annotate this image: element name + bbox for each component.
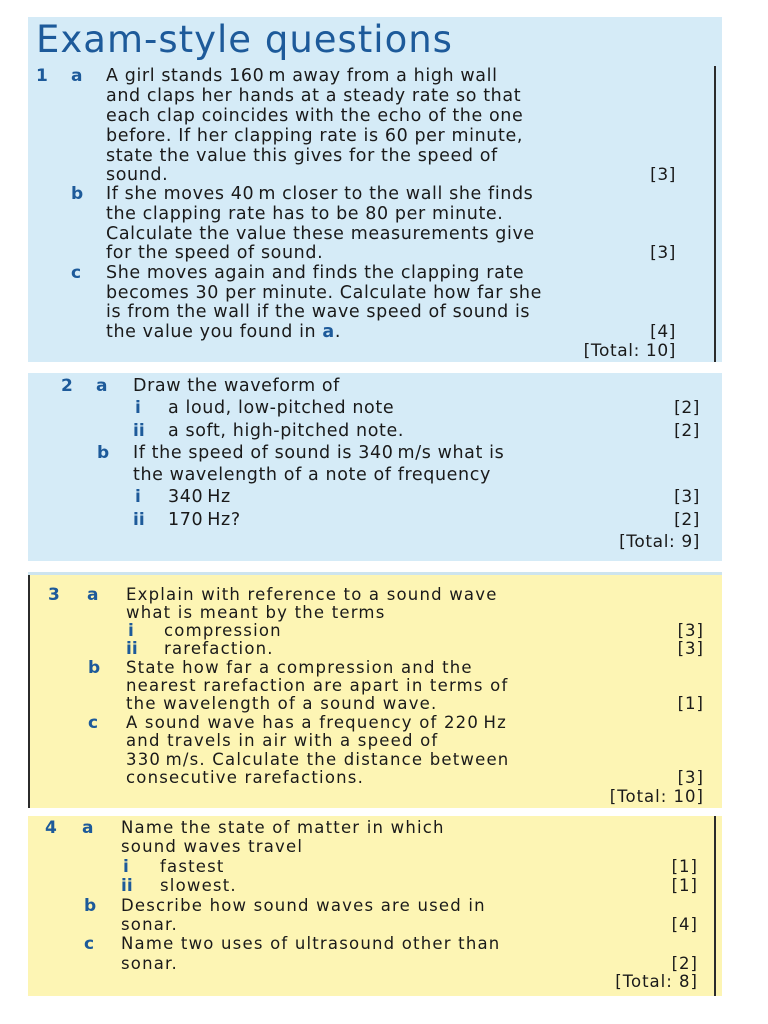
sub-part-label: ii	[133, 510, 145, 530]
sub-part-label: ii	[133, 421, 145, 441]
part-label: a	[87, 585, 99, 605]
question-line	[106, 322, 341, 342]
marks: [3]	[677, 621, 704, 640]
question-line: compression	[164, 621, 282, 640]
question-number: 2	[61, 376, 73, 396]
question-line: nearest rarefaction are apart in terms of	[126, 676, 509, 695]
total-marks: [Total: 10]	[583, 341, 676, 361]
part-label: a	[82, 818, 94, 838]
question-line: is from the wall if the wave speed of sound is	[106, 302, 531, 322]
part-label: c	[71, 263, 82, 283]
question-line: State how far a compression and the	[126, 658, 473, 677]
total-marks: [Total: 8]	[615, 972, 698, 991]
question-line: rarefaction.	[164, 639, 274, 658]
marks: [1]	[671, 876, 698, 895]
question-line: Name two uses of ultrasound other than	[121, 934, 501, 953]
part-label: b	[84, 896, 97, 916]
line-end: .	[334, 322, 342, 342]
question-line: what is meant by the terms	[126, 603, 386, 622]
question-line: sonar.	[121, 915, 178, 934]
marks: [4]	[671, 915, 698, 934]
part-label: b	[97, 443, 110, 463]
page-title: Exam-style questions	[36, 18, 453, 61]
question-number: 4	[45, 818, 57, 838]
question-line: sound.	[106, 165, 169, 185]
marks: [2]	[674, 421, 700, 441]
question-line: Calculate the value these measurements give	[106, 224, 535, 244]
sub-part-label: ii	[121, 876, 133, 896]
question-4-margin-rule	[714, 816, 716, 996]
question-line: A sound wave has a frequency of 220 Hz	[126, 713, 507, 732]
question-line: a soft, high-pitched note.	[168, 421, 404, 441]
question-line: Explain with reference to a sound wave	[126, 585, 498, 604]
marks: [1]	[671, 857, 698, 876]
marks: [1]	[677, 694, 704, 713]
part-label: b	[88, 658, 101, 678]
part-label: a	[96, 376, 108, 396]
marks: [2]	[671, 954, 698, 973]
question-line: becomes 30 per minute. Calculate how far she	[106, 283, 542, 303]
sub-part-label: i	[128, 621, 134, 641]
question-line: 330 m/s. Calculate the distance between	[126, 750, 510, 769]
question-line: sonar.	[121, 954, 178, 973]
marks: [2]	[674, 510, 700, 530]
sub-part-label: ii	[126, 639, 138, 659]
question-line: each clap coincides with the echo of the one	[106, 106, 524, 126]
question-line: slowest.	[160, 876, 237, 895]
total-marks: [Total: 10]	[609, 787, 704, 806]
question-line: She moves again and finds the clapping rate	[106, 263, 525, 283]
marks: [3]	[677, 768, 704, 787]
question-line: 340 Hz	[168, 487, 231, 507]
sub-part-label: i	[135, 487, 141, 507]
question-line: for the speed of sound.	[106, 243, 324, 263]
question-number: 3	[48, 585, 60, 605]
question-line: Describe how sound waves are used in	[121, 896, 486, 915]
question-line: consecutive rarefactions.	[126, 768, 365, 787]
question-3-margin-rule	[28, 575, 30, 808]
question-number: 1	[36, 66, 48, 86]
question-line: fastest	[160, 857, 225, 876]
marks: [2]	[674, 398, 700, 418]
question-1-margin-rule	[714, 66, 716, 362]
part-label: c	[84, 934, 95, 954]
marks: [3]	[677, 639, 704, 658]
question-line: Name the state of matter in which	[121, 818, 445, 837]
question-line: a loud, low-pitched note	[168, 398, 395, 418]
sub-part-label: i	[123, 857, 129, 877]
marks: [3]	[650, 243, 676, 263]
marks: [4]	[650, 322, 676, 342]
question-line: state the value this gives for the speed of	[106, 146, 498, 166]
question-line: sound waves travel	[121, 837, 304, 856]
question-line: 170 Hz?	[168, 510, 241, 530]
question-line: A girl stands 160 m away from a high wall	[106, 66, 498, 86]
question-line: the wavelength of a note of frequency	[133, 465, 491, 485]
marks: [3]	[674, 487, 700, 507]
part-label: c	[88, 713, 99, 733]
total-marks: [Total: 9]	[619, 532, 700, 552]
part-label: a	[71, 66, 83, 86]
question-line-text: the value you found in	[106, 322, 317, 342]
question-line: the clapping rate has to be 80 per minute.	[106, 204, 504, 224]
question-line: before. If her clapping rate is 60 per minute,	[106, 126, 523, 146]
question-line: Draw the waveform of	[133, 376, 340, 396]
question-line: If she moves 40 m closer to the wall she finds	[106, 184, 534, 204]
question-line: the wavelength of a sound wave.	[126, 694, 438, 713]
part-label: b	[71, 184, 84, 204]
question-line: and travels in air with a speed of	[126, 731, 439, 750]
part-reference: a	[322, 322, 335, 342]
question-line: If the speed of sound is 340 m/s what is	[133, 443, 505, 463]
sub-part-label: i	[135, 398, 141, 418]
marks: [3]	[650, 165, 676, 185]
question-line: and claps her hands at a steady rate so that	[106, 86, 522, 106]
